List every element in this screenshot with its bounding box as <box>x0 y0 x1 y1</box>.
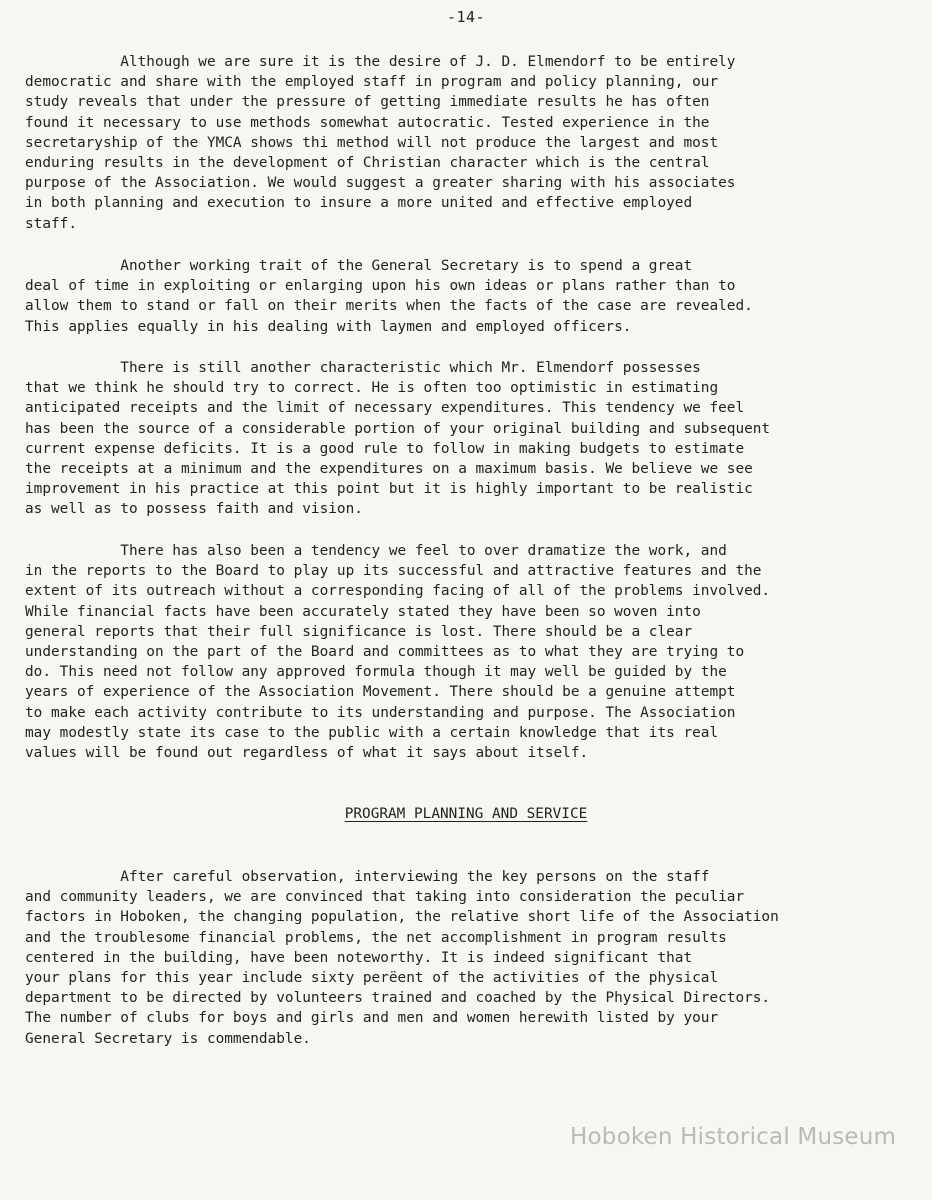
paragraph-dramatization <box>25 541 915 763</box>
paragraph-leadership-style <box>25 52 915 234</box>
text-line: found it necessary to use methods somewhat autocratic. Tested experience in the <box>25 114 710 131</box>
text-line: enduring results in the development of Christian character which is the central <box>25 155 710 172</box>
page-number: -14- <box>446 8 486 26</box>
text-line: has been the source of a considerable portion of your original building and subsequent <box>25 420 771 437</box>
text-line: centered in the building, have been noteworthy. It is indeed significant that <box>25 949 693 966</box>
text-line: This applies equally in his dealing with laymen and employed officers. <box>25 318 632 335</box>
text-line: do. This need not follow any approved formula though it may well be guided by the <box>25 664 727 681</box>
text-line: Although we are sure it is the desire of J. D. Elmendorf to be entirely <box>25 54 736 70</box>
text-line: study reveals that under the pressure of getting immediate results he has often <box>25 94 710 111</box>
text-line: your plans for this year include sixty perëent of the activities of the physical <box>25 970 719 987</box>
text-line: purpose of the Association. We would suggest a greater sharing with his associates <box>25 175 736 192</box>
museum-watermark: Hoboken Historical Museum <box>570 1124 897 1150</box>
text-line: values will be found out regardless of what it says about itself. <box>25 745 589 762</box>
paragraph-optimism <box>25 358 915 520</box>
text-line: There is still another characteristic which Mr. Elmendorf possesses <box>25 360 701 376</box>
section-heading-text: PROGRAM PLANNING AND SERVICE <box>344 806 588 822</box>
text-line: extent of its outreach without a corresponding facing of all of the problems involved. <box>25 583 771 600</box>
text-line: general reports that their full significance is lost. There should be a clear <box>25 623 693 640</box>
paragraph-program-results <box>25 867 915 1049</box>
text-line: years of experience of the Association Movement. There should be a genuine attempt <box>25 684 736 701</box>
paragraph-working-trait <box>25 256 915 337</box>
text-line: department to be directed by volunteers trained and coached by the Physical Directors. <box>25 990 771 1007</box>
text-line: current expense deficits. It is a good rule to follow in making budgets to estimate <box>25 440 745 457</box>
text-line: in the reports to the Board to play up its successful and attractive features and the <box>25 563 762 580</box>
text-line: After careful observation, interviewing the key persons on the staff <box>25 869 710 885</box>
text-line: While financial facts have been accurately stated they have been so woven into <box>25 603 701 620</box>
text-line: factors in Hoboken, the changing population, the relative short life of the Association <box>25 909 779 926</box>
text-line: to make each activity contribute to its understanding and purpose. The Association <box>25 704 736 721</box>
text-line: Another working trait of the General Secretary is to spend a great <box>25 258 693 274</box>
text-line: improvement in his practice at this point but it is highly important to be realistic <box>25 481 753 498</box>
text-line: allow them to stand or fall on their merits when the facts of the case are revealed. <box>25 298 753 315</box>
text-line: in both planning and execution to insure a more united and effective employed <box>25 195 693 212</box>
text-line: that we think he should try to correct. He is often too optimistic in estimating <box>25 380 719 397</box>
text-line: democratic and share with the employed staff in program and policy planning, our <box>25 74 719 91</box>
text-line: as well as to possess faith and vision. <box>25 501 363 518</box>
text-line: General Secretary is commendable. <box>25 1030 311 1047</box>
text-line: staff. <box>25 215 77 232</box>
text-line: the receipts at a minimum and the expenditures on a maximum basis. We believe we see <box>25 461 753 478</box>
text-line: deal of time in exploiting or enlarging upon his own ideas or plans rather than to <box>25 278 736 295</box>
text-line: anticipated receipts and the limit of necessary expenditures. This tendency we feel <box>25 400 745 417</box>
section-heading <box>0 806 932 822</box>
text-line: There has also been a tendency we feel to over dramatize the work, and <box>25 543 727 559</box>
text-line: secretaryship of the YMCA shows thi method will not produce the largest and most <box>25 134 719 151</box>
text-line: may modestly state its case to the public with a certain knowledge that its real <box>25 724 719 741</box>
text-line: and the troublesome financial problems, the net accomplishment in program results <box>25 929 727 946</box>
text-line: The number of clubs for boys and girls and men and women herewith listed by your <box>25 1010 719 1027</box>
text-line: and community leaders, we are convinced that taking into consideration the peculiar <box>25 889 745 906</box>
text-line: understanding on the part of the Board and committees as to what they are trying to <box>25 644 745 661</box>
